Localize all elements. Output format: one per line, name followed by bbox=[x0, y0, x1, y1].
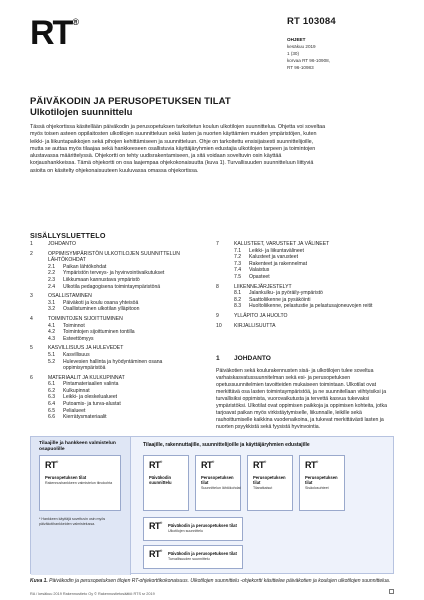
section-number: 1 bbox=[216, 355, 220, 362]
toc-number: 3 bbox=[30, 293, 33, 300]
toc-item bbox=[30, 381, 202, 388]
figure-footnote: * Hankkeen käyttäjä soveltuvin osin myös päiväkotihankkeiden valmistelussa. bbox=[39, 517, 106, 526]
toc-item bbox=[216, 297, 396, 304]
toc-item bbox=[30, 359, 202, 372]
rt-card-2 bbox=[143, 455, 189, 511]
toc-item bbox=[30, 306, 202, 313]
card-title: Perusopetuksen tilat bbox=[201, 475, 234, 485]
toc-title: Toimintojen sijoittuminen tontilla bbox=[63, 329, 135, 336]
document-meta bbox=[287, 36, 330, 71]
toc-number: 2.4 bbox=[48, 283, 56, 290]
toc-title: Kierrätysmateriaalit bbox=[63, 414, 107, 421]
toc-title: Valaistus bbox=[249, 267, 270, 274]
toc-title: KIRJALLISUUTTA bbox=[234, 322, 276, 329]
section-heading bbox=[216, 355, 271, 362]
toc-item bbox=[30, 316, 202, 323]
toc-item bbox=[216, 241, 396, 248]
intro-paragraph: Tässä ohjekortissa käsitellään päiväkodin ja perusopetuksen tarkoitetun koulun ulkotilojen suunnittelua. Ohjetta voi soveltaa myös toisen asteen oppilaitosten ulkotilojen suunnitteluun sekä lasten ja nuorten käyttämien muiden ympäristöjen, kuten leikki- ja liikuntapaikkojen sekä pihojen kehittämiseen ja suunnitteluun. Ohje on tarkoitettu ensisijaisesti suunnittelijoille, mutta se auttaa myös tilaajaa sekä hankkeeseen osallistuvia käyttäjäryhmien edustajia ulkotilojen tarpeen ja toimintojen alustavassa määrittelyssä. Ohjekortti on tehty uudisrakentamiseen, ja sitä voidaan soveltuvin osin käyttää korjaushankkeissa. Tämä ohjekortti on osa laajempaa ohjekokonaisuutta (kuva 1). Turvallisuuden suunnitteluun liittyviä asioita on käsitelty ohjekonaisuuteen kuuluvassa omassa ohjekortissa. bbox=[30, 124, 326, 174]
toc-title: Päiväkoti ja koulu osana yhteisöä bbox=[63, 299, 139, 306]
toc-number: 8.3 bbox=[234, 303, 242, 310]
card-subtitle: Rakennushankkeen valmistelun tiinokohta bbox=[45, 481, 113, 485]
toc-item bbox=[216, 284, 396, 291]
figure-caption bbox=[30, 578, 394, 584]
toc-title: OPPIMISYMPÄRISTÖN ULKOTILOJEN SUUNNITTELUN LÄHTÖKOHDAT bbox=[48, 250, 180, 264]
toc-title: KASVILLISUUS JA HULEVEDET bbox=[48, 345, 124, 352]
toc-item bbox=[30, 345, 202, 352]
toc-number: 1 bbox=[30, 241, 33, 247]
toc-item bbox=[216, 274, 396, 281]
toc-item bbox=[30, 414, 202, 421]
section-body: Päiväkotien sekä koulurakennusten sisä- ja ulkotilojen tulee soveltua varhaiskasvatussuunnitelman sekä esi- ja perusopetuksen opetussuunnitelmien tavoitteiden mukaiseen toimintaan. Ulkotilat ovat merkittävä osa lasten toimintaympäristöä, ja ne suunnitellaan viihtyisiksi ja turvallisiksi oppimista, vuorovaikutusta ja tervettä kasvua tukevaksi ympäristöksi. Ulkotilat ovat oppimisen paikkoja ja oppimisen kohteita, jotka tarjoavat paikan myös virkistäytymiselle, liikunnalle, leikille sekä rauhoittumiselle kaikkina vuodenaikoina, ja tukevat merkittävästi lasten ja nuorten psyykkistä sekä fyysistä hyvinvointia. bbox=[216, 368, 387, 430]
toc-number: 5.2 bbox=[48, 358, 56, 365]
toc-title: Pintamateriaalien valinta bbox=[63, 381, 119, 388]
toc-title: Jalankulku- ja pyöräily-ympäristö bbox=[249, 290, 323, 297]
rt-card-7 bbox=[143, 545, 243, 569]
toc-item bbox=[216, 261, 396, 268]
toc-item bbox=[216, 267, 396, 274]
toc-number: 9 bbox=[216, 312, 219, 319]
toc-item bbox=[216, 254, 396, 261]
meta-line: OHJEET bbox=[287, 37, 306, 42]
toc-item bbox=[30, 336, 202, 343]
page-footer: RA / kesäkuu 2019 Rakennustieto Oy © Rakennustietosäätiö RTS sr 2019 bbox=[30, 592, 155, 596]
toc-number: 6.3 bbox=[48, 394, 56, 401]
toc-title: YLLÄPITO JA HUOLTO bbox=[234, 312, 288, 319]
card-rt-logo: RT® bbox=[201, 460, 214, 470]
toc-item bbox=[216, 323, 396, 330]
toc-title: Pelialueet bbox=[63, 407, 86, 414]
toc-title: Hulevesien hallinta ja hyödyntäminen osana oppimisympäristöä bbox=[63, 358, 163, 372]
toc-item bbox=[216, 248, 396, 255]
toc-title: Toiminnot bbox=[63, 322, 85, 329]
card-rt-logo: RT® bbox=[253, 460, 266, 470]
toc-title: Kalusteet ja varusteet bbox=[249, 254, 298, 261]
toc-number: 7 bbox=[216, 241, 219, 247]
toc-number: 10 bbox=[216, 322, 222, 329]
toc-number: 2.1 bbox=[48, 263, 56, 270]
toc-number: 4.1 bbox=[48, 322, 56, 329]
toc-number: 3.1 bbox=[48, 299, 56, 306]
toc-item bbox=[30, 375, 202, 382]
toc-number: 3.2 bbox=[48, 306, 56, 313]
toc-item bbox=[30, 388, 202, 395]
toc-title: Ympäristön terveys- ja hyvinvointivaikutukset bbox=[63, 270, 165, 277]
toc-number: 6.4 bbox=[48, 401, 56, 408]
toc-item bbox=[30, 394, 202, 401]
card-rt-logo: RT® bbox=[149, 460, 162, 470]
card-title: Perusopetuksen tilat bbox=[253, 475, 286, 485]
rt-card-3 bbox=[195, 455, 241, 511]
toc-item bbox=[30, 323, 202, 330]
toc-title: Opasteet bbox=[249, 273, 270, 280]
toc-item bbox=[30, 329, 202, 336]
card-subtitle: Turvallisuuden suunnittelu bbox=[168, 557, 210, 561]
rt-card-4 bbox=[247, 455, 293, 511]
card-rt-logo: RT® bbox=[305, 460, 318, 470]
toc-right-column bbox=[216, 241, 396, 329]
toc-title: LIIKENNEJÄRJESTELYT bbox=[234, 283, 292, 290]
toc-left-column bbox=[30, 241, 202, 421]
toc-title: Leikki- ja liikuntavälineet bbox=[249, 247, 304, 254]
toc-item bbox=[216, 313, 396, 320]
card-subtitle: Ulkotilojen suunnittelu bbox=[168, 529, 203, 533]
toc-title: Kulkupinnat bbox=[63, 387, 90, 394]
card-rt-logo: RT® bbox=[149, 521, 162, 531]
card-rt-logo: RT® bbox=[45, 460, 58, 470]
toc-item bbox=[30, 241, 202, 248]
toc-number: 4.2 bbox=[48, 329, 56, 336]
toc-heading: SISÄLLYSLUETTELO bbox=[30, 231, 106, 240]
toc-title: MATERIAALIT JA KULKUPINNAT bbox=[48, 374, 125, 381]
toc-item bbox=[216, 303, 396, 310]
meta-line: korvaa RT 96-10908, bbox=[287, 58, 330, 63]
toc-title: Kasvillisuus bbox=[63, 351, 90, 358]
document-subtitle: Ulkotilojen suunnittelu bbox=[30, 107, 133, 118]
toc-number: 7.4 bbox=[234, 267, 242, 274]
rt-card-5 bbox=[299, 455, 345, 511]
toc-item bbox=[30, 277, 202, 284]
toc-item bbox=[30, 270, 202, 277]
page-corner-marker bbox=[389, 589, 394, 594]
toc-title: Putoamis- ja turva-alustat bbox=[63, 401, 121, 408]
toc-number: 8.2 bbox=[234, 296, 242, 303]
toc-item bbox=[216, 290, 396, 297]
toc-item bbox=[30, 293, 202, 300]
toc-number: 7.5 bbox=[234, 273, 242, 280]
card-subtitle: Sisäolosuhteet bbox=[305, 486, 329, 490]
rt-logo: RT® bbox=[30, 14, 79, 52]
toc-item bbox=[30, 300, 202, 307]
toc-item bbox=[30, 408, 202, 415]
toc-number: 7.3 bbox=[234, 260, 242, 267]
section-title: JOHDANTO bbox=[234, 355, 271, 362]
toc-number: 5.1 bbox=[48, 351, 56, 358]
card-title: Päiväkodin suunnittelu bbox=[149, 475, 172, 485]
card-subtitle: Tilaratkaisut bbox=[253, 486, 273, 490]
toc-number: 6.2 bbox=[48, 387, 56, 394]
card-title: Perusopetuksen tilat bbox=[305, 475, 338, 485]
toc-title: OSALLISTAMINEN bbox=[48, 293, 92, 300]
toc-item bbox=[30, 401, 202, 408]
figure-card-overview bbox=[30, 436, 394, 574]
caption-label: Kuva 1. bbox=[30, 578, 48, 584]
toc-title: KALUSTEET, VARUSTEET JA VÄLINEET bbox=[234, 241, 330, 247]
toc-number: 2 bbox=[30, 250, 33, 257]
figure-right-heading: Tilaajille, rakennuttajille, suunnittelijoille ja käyttäjäryhmien edustajille bbox=[143, 442, 310, 448]
toc-title: Paikan lähtökohdat bbox=[63, 263, 107, 270]
toc-number: 7.2 bbox=[234, 254, 242, 261]
toc-title: Osallistuminen ulkotilan ylläpitoon bbox=[63, 306, 140, 313]
card-title: Päiväkodin ja perusopetuksen tilat bbox=[168, 551, 237, 556]
toc-title: Esteettömyys bbox=[63, 335, 94, 342]
toc-number: 4.3 bbox=[48, 335, 56, 342]
meta-line: RT 96-10983 bbox=[287, 65, 314, 70]
rt-card-number: RT 103084 bbox=[287, 16, 336, 27]
toc-title: JOHDANTO bbox=[48, 241, 76, 247]
toc-item bbox=[30, 352, 202, 359]
toc-number: 8 bbox=[216, 283, 219, 290]
card-title: Perusopetuksen tilat bbox=[45, 475, 87, 480]
toc-number: 4 bbox=[30, 315, 33, 322]
figure-left-heading: Tilaajille ja hankkeen valmistelun osapuolille bbox=[39, 441, 116, 453]
toc-item bbox=[30, 284, 202, 291]
toc-number: 8.1 bbox=[234, 290, 242, 297]
caption-text: Päiväkodin ja perusopetuksen tilojen RT-ohjekorttikokonaisuus. Ulkotilojen suunnittelu -ohjekortti käsittelee päiväkotien ja koulujen ulkotilojen suunnittelua. bbox=[47, 578, 391, 584]
toc-number: 6.1 bbox=[48, 381, 56, 388]
toc-title: Liikkumaan kannustava ympäristö bbox=[63, 276, 140, 283]
document-title: PÄIVÄKODIN JA PERUSOPETUKSEN TILAT bbox=[30, 96, 231, 107]
toc-number: 7.1 bbox=[234, 247, 242, 254]
toc-number: 2.3 bbox=[48, 276, 56, 283]
card-subtitle: Suunnittelun lähtökohdat bbox=[201, 486, 241, 490]
toc-item bbox=[30, 264, 202, 271]
toc-number: 6 bbox=[30, 374, 33, 381]
toc-item bbox=[30, 251, 202, 264]
toc-title: Saattoliikenne ja pysäköinti bbox=[249, 296, 311, 303]
toc-number: 2.2 bbox=[48, 270, 56, 277]
toc-title: Ulkotila pedagogisena toimintaympäristönä bbox=[63, 283, 161, 290]
rt-card-1 bbox=[39, 455, 121, 511]
card-title: Päiväkodin ja perusopetuksen tilat bbox=[168, 523, 237, 528]
meta-line: kesäkuu 2019 bbox=[287, 44, 316, 49]
toc-number: 5 bbox=[30, 345, 33, 352]
rt-card-6 bbox=[143, 517, 243, 541]
meta-line: 1 (30) bbox=[287, 51, 300, 56]
toc-title: Huoltoliikenne, pelastustie ja pelastusajoneuvojen reitit bbox=[249, 303, 373, 310]
toc-title: TOIMINTOJEN SIJOITTUMINEN bbox=[48, 315, 123, 322]
toc-title: Leikki- ja oleskelualueet bbox=[63, 394, 118, 401]
toc-title: Rakenteet ja rakennelmat bbox=[249, 260, 308, 267]
toc-number: 6.5 bbox=[48, 407, 56, 414]
toc-number: 6.6 bbox=[48, 414, 56, 421]
card-rt-logo: RT® bbox=[149, 549, 162, 559]
